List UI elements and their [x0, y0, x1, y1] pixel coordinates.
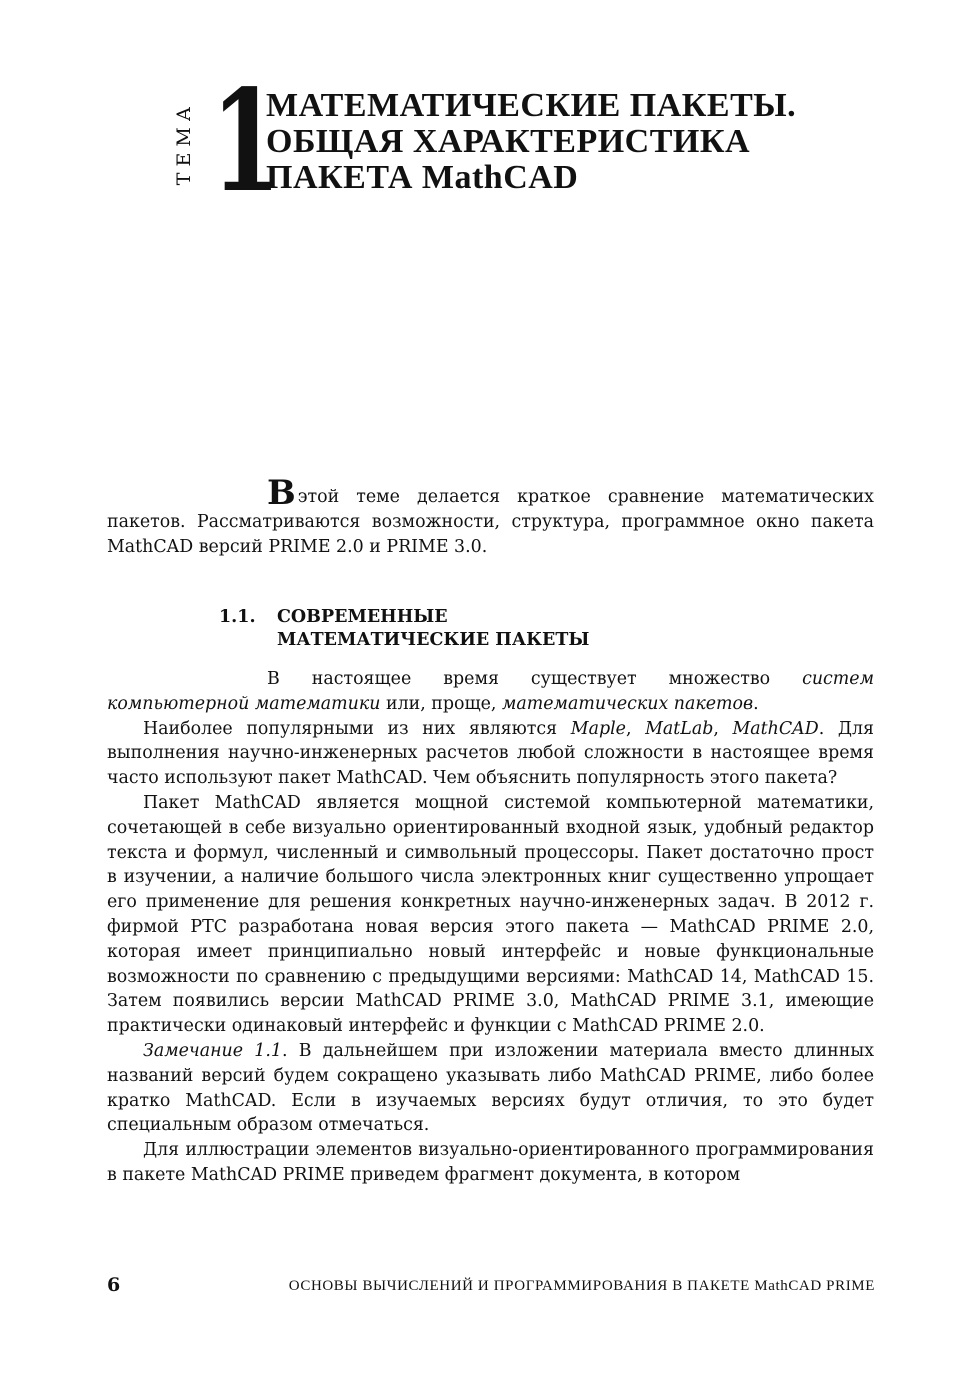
text-run: , [713, 718, 733, 739]
paragraph [107, 717, 874, 791]
italic-term: MatLab [645, 718, 714, 739]
page-number: 6 [107, 1274, 121, 1296]
section-title-line: СОВРЕМЕННЫЕ [277, 607, 448, 627]
chapter-title-line: ОБЩАЯ ХАРАКТЕРИСТИКА [266, 123, 751, 160]
chapter-number: 1 [210, 60, 281, 224]
running-title: ОСНОВЫ ВЫЧИСЛЕНИЙ И ПРОГРАММИРОВАНИЯ В ПАКЕТЕ MathCAD PRIME [288, 1278, 875, 1294]
section-title-line: МАТЕМАТИЧЕСКИЕ ПАКЕТЫ [277, 630, 590, 650]
text-run: Наиболее популярными из них являются [143, 718, 571, 739]
chapter-label [171, 96, 197, 190]
section-number: 1.1. [219, 607, 256, 627]
chapter-label-text: ТЕМА [173, 100, 196, 186]
section-heading [219, 606, 859, 652]
italic-term: математических пакетов [501, 693, 754, 714]
italic-term: MathCAD [732, 718, 819, 739]
chapter-title [266, 88, 906, 196]
italic-term: систем компьютерной математики [107, 669, 874, 714]
italic-term: Maple [570, 718, 626, 739]
text-run: , [625, 718, 646, 739]
body-text [107, 667, 874, 1188]
text-run: . В дальнейшем при изложении материала вместо длинных названий версий будем сокращено указывать либо MathCAD PRIME, либо более кратко MathCAD. Если в изучаемых версиях будут отличия, то это будет специальным образом отмечаться. [107, 1040, 874, 1136]
intro-text: этой теме делается краткое сравнение математических пакетов. Рассматриваются возможности, структура, программное окно пакета MathCAD версий PRIME 2.0 и PRIME 3.0. [107, 487, 874, 557]
chapter-title-line: МАТЕМАТИЧЕСКИЕ ПАКЕТЫ. [266, 87, 797, 124]
paragraph [107, 667, 874, 717]
text-run: В настоящее время существует множество [267, 669, 803, 689]
text-run: . Для выполнения научно-инженерных расчетов любой сложности в настоящее время часто используют пакет MathCAD. Чем объяснить популярность этого пакета? [107, 718, 875, 789]
text-run: или, проще, [380, 693, 502, 714]
remark-label: Замечание 1.1 [143, 1040, 282, 1061]
text-run: . [753, 693, 759, 714]
paragraph: Для иллюстрации элементов визуально-ориентированного программирования в пакете MathCAD PRIME приведем фрагмент документа, в котором [107, 1140, 874, 1185]
drop-cap: В [267, 473, 296, 513]
chapter-title-line: ПАКЕТА MathCAD [266, 159, 579, 196]
paragraph: Пакет MathCAD является мощной системой компьютерной математики, сочетающей в себе визуально ориентированный входной язык, удобный редактор текста и формул, численный и символьный процессоры. Пакет достаточно прост в изучении, а наличие большого числа электронных книг существенно упрощает его применение для решения конкретных научно-инженерных задач. В 2012 г. фирмой PTC разработана новая версия этого пакета — MathCAD PRIME 2.0, которая имеет принципиально новый интерфейс и новые функциональные возможности по сравнению с предыдущими версиями: MathCAD 14, MathCAD 15. Затем появились версии MathCAD PRIME 3.0, MathCAD PRIME 3.1, имеющие практически одинаковый интерфейс и функции с MathCAD PRIME 2.0. [107, 792, 874, 1037]
intro-paragraph [107, 473, 874, 559]
paragraph [107, 1039, 874, 1138]
